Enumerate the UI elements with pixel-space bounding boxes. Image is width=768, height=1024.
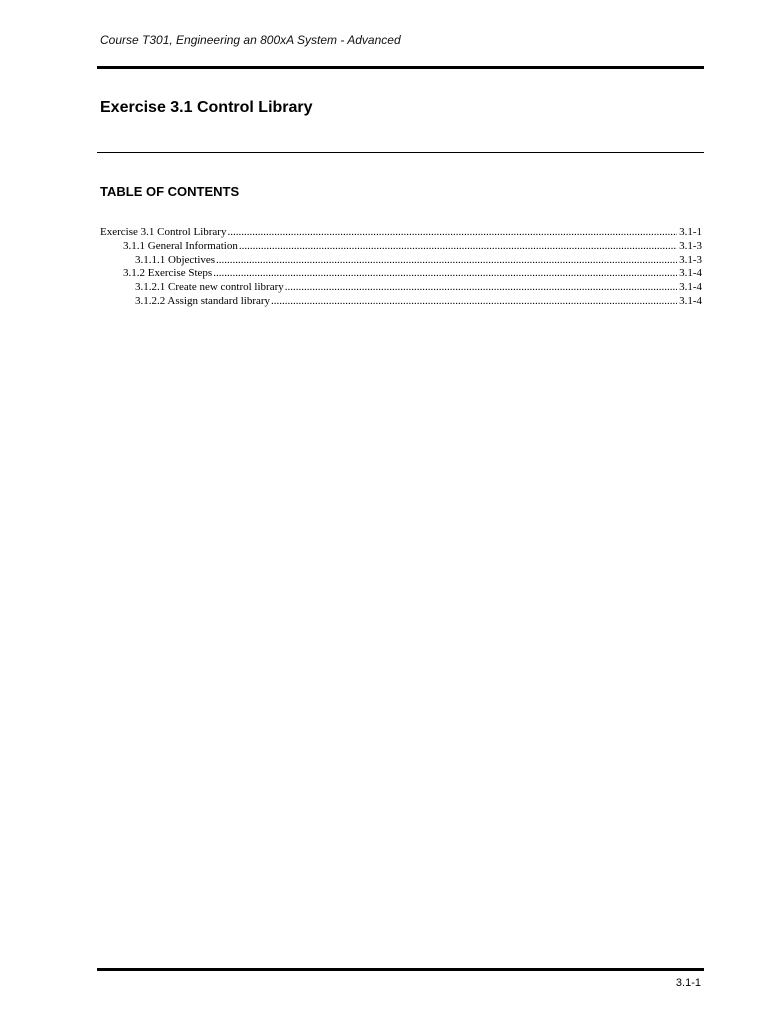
toc-entry-page: 3.1-4 [679,281,702,294]
exercise-title: Exercise 3.1 Control Library [100,99,313,116]
toc-entry[interactable] [100,267,702,281]
toc-entry-label: 3.1.2 Exercise Steps [123,267,213,280]
toc-entry-label: 3.1.1.1 Objectives [135,253,216,266]
toc-entry-label: Exercise 3.1 Control Library [100,226,227,238]
toc-entry-page: 3.1-3 [679,253,702,266]
toc-entry[interactable] [100,295,702,309]
toc-dot-leader [213,267,677,281]
footer-page-number: 3.1-1 [675,977,701,989]
toc-entry-label: 3.1.2.2 Assign standard library [135,294,271,307]
toc-entry-page: 3.1-4 [679,294,702,307]
header-rule [97,66,704,69]
toc-dot-leader [271,295,677,309]
toc-dot-leader [285,281,677,295]
toc-entry-page: 3.1-1 [679,226,702,238]
table-of-contents [100,226,702,309]
toc-dot-leader [227,226,677,240]
toc-entry[interactable] [100,240,702,254]
title-rule [97,152,704,153]
toc-entry-page: 3.1-3 [679,239,702,252]
toc-heading: TABLE OF CONTENTS [100,184,240,199]
toc-dot-leader [216,254,677,268]
toc-entry-page: 3.1-4 [679,267,702,280]
toc-dot-leader [239,240,677,254]
toc-entry[interactable] [100,254,702,268]
toc-entry-label: 3.1.1 General Information [123,239,238,252]
course-title-header: Course T301, Engineering an 800xA System - Advanced [100,33,401,47]
toc-entry-label: 3.1.2.1 Create new control library [135,281,284,294]
footer-rule [97,968,704,971]
toc-entry[interactable] [100,281,702,295]
toc-entry[interactable] [100,226,702,240]
